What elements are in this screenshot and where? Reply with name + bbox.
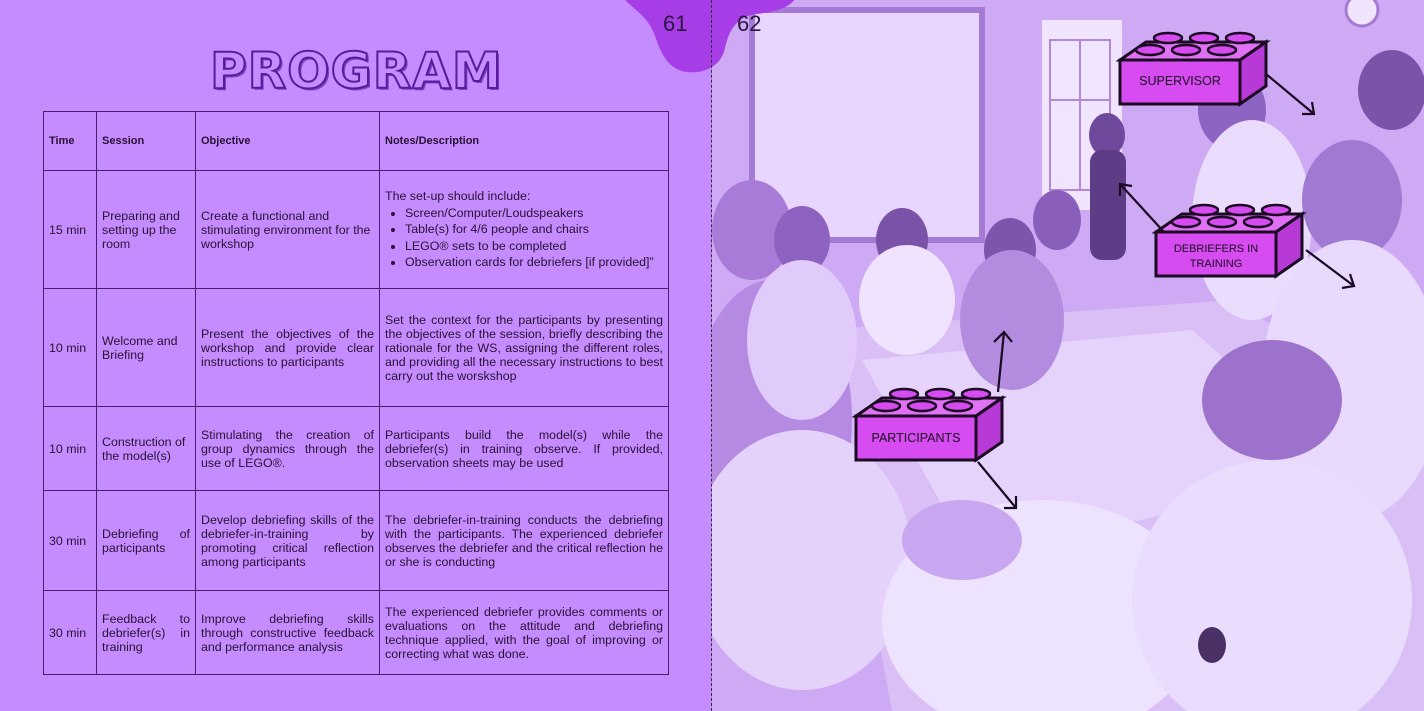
- label-supervisor: SUPERVISOR: [1139, 74, 1221, 88]
- page-number-right: 62: [737, 11, 762, 36]
- cell-session: Welcome and Briefing: [97, 289, 196, 407]
- arrow-icon: [988, 326, 1018, 396]
- cell-notes: The experienced debriefer provides comments or evaluations on the attitude and debriefing technique applied, with the goal of improving or correcting what was done.: [380, 591, 669, 675]
- right-page: [712, 0, 1424, 711]
- header-time: Time: [44, 112, 97, 171]
- cell-objective: Develop debriefing skills of the debriefer-in-training by promoting critical reflection among participants: [196, 491, 380, 591]
- setup-list: [385, 205, 663, 271]
- cell-session: Preparing and setting up the room: [97, 171, 196, 289]
- label-debriefers: DEBRIEFERS IN TRAINING: [1173, 243, 1259, 270]
- arrow-icon: [1262, 70, 1322, 120]
- cell-objective: Stimulating the creation of group dynamics through the use of LEGO®.: [196, 407, 380, 491]
- table-row: [44, 491, 669, 591]
- cell-notes: The debriefer-in-training conducts the debriefing with the participants. The experienced debriefer observes the debriefer and the critical reflection he or she is conducting: [380, 491, 669, 591]
- list-item: • Observation cards for debriefers [if provided]”: [405, 254, 663, 271]
- cell-notes: Set the context for the participants by presenting the objectives of the session, briefly describing the rationale for the WS, assigning the different roles, and providing all the necessary instructions to best carry out the worskshop: [380, 289, 669, 407]
- table-row: [44, 591, 669, 675]
- cell-notes: Participants build the model(s) while the debriefer(s) in training observe. If provided, observation sheets may be used: [380, 407, 669, 491]
- cell-session: Feedback to debriefer(s) in training: [97, 591, 196, 675]
- cell-time: 30 min: [44, 491, 97, 591]
- table-row: [44, 289, 669, 407]
- table-header-row: [44, 112, 669, 171]
- table-row: [44, 407, 669, 491]
- cell-notes: [380, 171, 669, 289]
- page-number-tab: [625, 0, 799, 74]
- table-row: [44, 171, 669, 289]
- header-session: Session: [97, 112, 196, 171]
- cell-time: 10 min: [44, 289, 97, 407]
- arrow-icon: [1302, 246, 1362, 296]
- list-item: • Screen/Computer/Loudspeakers: [405, 205, 663, 222]
- header-objective: Objective: [196, 112, 380, 171]
- cell-time: 30 min: [44, 591, 97, 675]
- cell-objective: Present the objectives of the workshop and provide clear instructions to participants: [196, 289, 380, 407]
- label-participants: PARTICIPANTS: [871, 431, 961, 445]
- notes-intro: The set-up should include:: [385, 189, 531, 204]
- cell-time: 15 min: [44, 171, 97, 289]
- page-number-left: 61: [663, 11, 688, 36]
- arrow-icon: [1112, 176, 1172, 236]
- arrow-icon: [974, 458, 1024, 514]
- cell-session: Construction of the model(s): [97, 407, 196, 491]
- program-table: [43, 111, 669, 675]
- page-title: PROGRAM: [210, 42, 503, 100]
- cell-time: 10 min: [44, 407, 97, 491]
- cell-objective: Improve debriefing skills through constructive feedback and performance analysis: [196, 591, 380, 675]
- list-item: • Table(s) for 4/6 people and chairs: [405, 221, 663, 238]
- lego-brick-icon: [1116, 22, 1276, 112]
- header-notes: Notes/Description: [380, 112, 669, 171]
- cell-session: Debriefing of participants: [97, 491, 196, 591]
- cell-objective: Create a functional and stimulating environment for the workshop: [196, 171, 380, 289]
- list-item: • LEGO® sets to be completed: [405, 238, 663, 255]
- page-divider: [711, 0, 712, 711]
